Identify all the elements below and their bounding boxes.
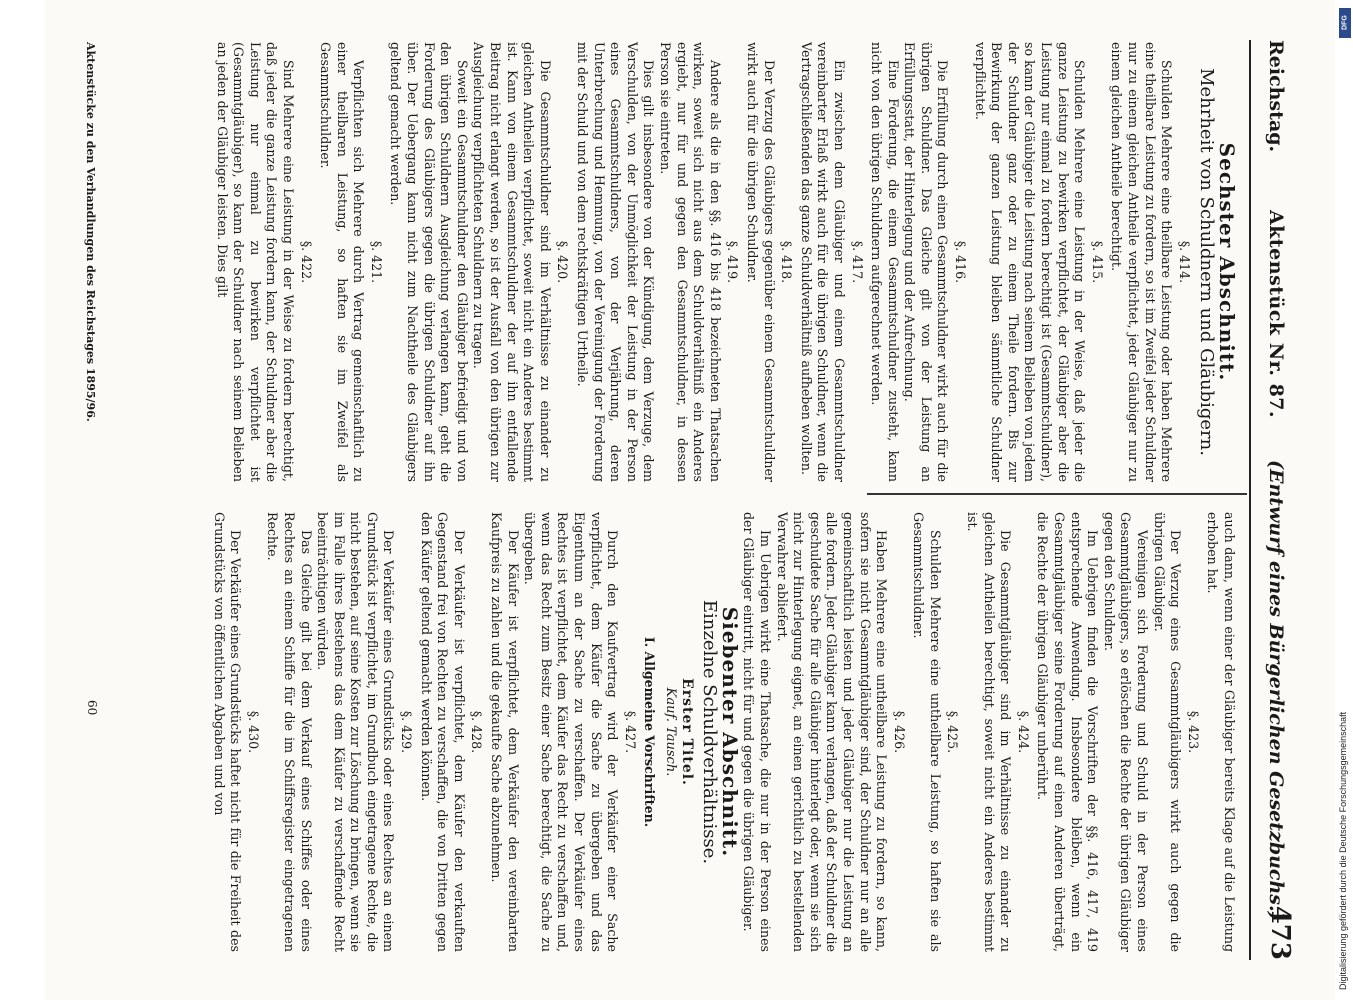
- paragraph-text: Sind Mehrere eine Leistung in der Weise zu fordern berechtigt, daß jeder die ganze Leistung fordern kann, der Schuldner aber die Leistung nur einmal zu bewirken verpflichtet ist (Gesammtgläubiger), so kann der Schuldner nach seinem Belieben an jeden der Gläubiger leisten. Dies gilt: [214, 42, 296, 482]
- paragraph-text: Andere als die in den §§. 416 bis 418 bezeichneten Thatsachen wirken, soweit sich nicht aus dem Schuldverhältniß ein Anderes ergiebt, nur für und gegen den Gesammtschuldner, in dessen Person sie eintreten.: [658, 42, 723, 482]
- paragraph-heading: §. 429.: [399, 710, 415, 754]
- page-header: [1255, 40, 1295, 960]
- paragraph-text: Schulden Mehrere eine theilbare Leistung oder haben Mehrere eine theilbare Leistung zu fordern, so ist im Zweifel jeder Schuldner nur zu einem gleichen Antheile verpflichtet, jeder Gläubiger nur zu einem gleichen Antheile berechtigt.: [1109, 42, 1175, 482]
- header-left: Reichstag.: [1265, 40, 1287, 153]
- paragraph-text: Der Verkäufer eines Grundstücks oder eines Rechtes an einem Grundstück ist verpflichtet, im Grundbuch eingetragene Rechte, die nicht bestehen, auf seine Kosten zur Löschung zu bringen, wenn sie im Falle ihres Bestehens das dem Käufer zu verschaffende Recht beeinträchtigen würden.: [315, 512, 397, 952]
- paragraph-text: Die Gesammtgläubiger sind im Verhältnisse zu einander zu gleichen Antheilen berechtigt, soweit nicht ein Anderes bestimmt ist.: [965, 512, 1014, 952]
- paragraph-heading: §. 427.: [622, 710, 638, 754]
- paragraph-heading: §. 421.: [368, 240, 384, 284]
- paragraph-text: Der Käufer ist verpflichtet, dem Verkäufer den vereinbarten Kaufpreis zu zahlen und die gekaufte Sache abzunehmen.: [489, 512, 521, 952]
- title-heading: Erster Titel.: [678, 678, 695, 786]
- paragraph-heading: §. 430.: [245, 710, 261, 754]
- signature-number: 60: [85, 700, 99, 716]
- paragraph-text: Die Erfüllung durch einen Gesammtschuldner wirkt auch für die übrigen Schuldner. Das Gleiche gilt von der Leistung an Erfüllungsstatt, der Hinterlegung und der Aufrechnung.: [902, 42, 951, 482]
- paragraph-text: Haben Mehrere eine untheilbare Leistung zu fordern, so kann, sofern sie nicht Gesammtgläubiger sind, der Schuldner nur an alle gemeinschaftlich leisten und jeder Gläubiger nur die Leistung an alle fordern. Jeder Gläubiger kann verlangen, daß der Schuldner die geschuldete Sache für alle Gläubiger hinterlegt oder, wenn sie sich nicht zur Hinterlegung eignet, an einen gerichtlich zu bestellenden Verwahrer abliefert.: [774, 512, 890, 952]
- paragraph-text: Der Verkäufer eines Grundstücks haftet nicht für die Freiheit des Grundstücks von öffentlichen Abgaben und von: [211, 512, 244, 952]
- section-subtitle: Mehrheit von Schuldnern und Gläubigern.: [1196, 68, 1218, 456]
- paragraph-heading: §. 418.: [779, 240, 795, 284]
- paragraph-heading: §. 419.: [725, 240, 741, 284]
- header-rule: [1249, 40, 1251, 960]
- page-number: 473: [1265, 905, 1295, 960]
- paragraph-heading: §. 414.: [1176, 240, 1192, 284]
- paragraph-text: Der Verzug des Gläubigers gegenüber einem Gesammtschuldner wirkt auch für die übrigen Schuldner.: [744, 42, 777, 482]
- paragraph-text: Die Gesammtschuldner sind im Verhältnisse zu einander zu gleichen Antheilen verpflichtet, soweit nicht ein Anderes bestimmt ist. Kann von einem Gesammtschuldner der auf ihn entfallende Beitrag nicht erlangt werden, so ist der Ausfall von den übrigen zur Ausgleichung verpflichteten Schuldnern zu tragen.: [471, 42, 553, 482]
- paragraph-heading: §. 428.: [469, 710, 485, 754]
- section-subtitle: Einzelne Schuldverhältnisse.: [699, 599, 721, 865]
- paragraph-heading: §. 423.: [1185, 710, 1201, 754]
- column-divider: [867, 493, 1247, 495]
- paragraph-heading: §. 426.: [891, 710, 907, 754]
- paragraph-heading: §. 415.: [1089, 240, 1105, 284]
- paragraph-text: Soweit ein Gesammtschuldner den Gläubiger befriedigt und von den übrigen Schuldnern Ausgleichung verlangen kann, geht die Forderung des Gläubigers gegen die übrigen Schuldner auf ihn über. Der Uebergang kann nicht zum Nachtheile des Gläubigers geltend gemacht werden.: [388, 42, 470, 482]
- paragraph-heading: §. 422.: [298, 240, 314, 284]
- paragraph-heading: §. 420.: [555, 240, 571, 284]
- paragraph-text: auch dann, wenn einer der Gläubiger bereits Klage auf die Leistung erhoben hat.: [1205, 512, 1237, 952]
- scanned-page: [45, 0, 1335, 1000]
- paragraph-text: Das Gleiche gilt bei dem Verkauf eines Schiffes oder eines Rechtes an einem Schiffe für die im Schiffsregister eingetragenen Rechte.: [265, 512, 314, 952]
- section-title: Sechster Abschnitt.: [1215, 142, 1239, 382]
- paragraph-text: Verpflichten sich Mehrere durch Vertrag gemeinschaftlich zu einer theilbaren Leistung, so haften sie im Zweifel als Gesammtschuldner.: [318, 42, 367, 482]
- paragraph-heading: §. 416.: [953, 240, 969, 284]
- paragraph-heading: §. 424.: [1015, 710, 1031, 754]
- footer-note: Aktenstücke zu den Verhandlungen des Reichstages 1895/96.: [84, 42, 97, 422]
- paragraph-text: Durch den Kaufvertrag wird der Verkäufer einer Sache verpflichtet, dem Käufer die Sache zu übergeben und das Eigenthum an der Sache zu verschaffen. Der Verkäufer eines Rechtes ist verpflichtet, dem Käufer das Recht zu verschaffen und, wenn das Recht zum Besitz einer Sache berechtigt, die Sache zu übergeben.: [522, 512, 621, 952]
- paragraph-text: Schulden Mehrere eine untheilbare Leistung, so haften sie als Gesammtschuldner.: [911, 512, 943, 952]
- paragraph-text: Ein zwischen dem Gläubiger und einem Gesammtschuldner vereinbarter Erlaß wirkt auch für die übrigen Schuldner, wenn die Vertragschließenden das ganze Schuldverhältniß aufheben wollten.: [798, 42, 847, 482]
- subsection-heading: I. Allgemeine Vorschriften.: [642, 636, 658, 828]
- paragraph-heading: §. 425.: [945, 710, 961, 754]
- digitization-notice: Digitalisierung gefördert durch die Deutsche Forschungsgemeinschaft: [1338, 711, 1348, 990]
- left-column: [213, 42, 1237, 482]
- paragraph-text: Eine Forderung, die einem Gesammtschuldner zusteht, kann nicht von den übrigen Schuldnern aufgerechnet werden.: [869, 42, 901, 482]
- paragraph-text: Der Verzug eines Gesammtgläubigers wirkt auch gegen die übrigen Gläubiger.: [1151, 512, 1184, 952]
- header-middle: Aktenstück Nr. 87.: [1265, 210, 1287, 419]
- paragraph-text: Schulden Mehrere eine Leistung in der Weise, daß jeder die ganze Leistung zu bewirken verpflichtet, der Gläubiger aber die Leistung nur einmal zu fordern berechtigt ist (Gesammtschuldner), so kann der Gläubiger die Leistung nach seinem Belieben von jedem der Schuldner ganz oder zu einem Theile fordern. Bis zur Bewirkung der ganzen Leistung bleiben sämmtliche Schuldner verpflichtet.: [972, 42, 1088, 482]
- paragraph-text: Dies gilt insbesondere von der Kündigung, dem Verzuge, dem Verschulden, von der Unmöglichkeit der Leistung in der Person eines Gesammtschuldners, von der Verjährung, deren Unterbrechung und Hemmung, von der Vereinigung der Forderung mit der Schuld und von dem rechtskräftigen Urtheile.: [575, 42, 657, 482]
- paragraph-text: Im Uebrigen wirkt eine Thatsache, die nur in der Person eines der Gläubiger eintritt, nicht für und gegen die übrigen Gläubiger.: [741, 512, 773, 952]
- right-column: [210, 512, 1237, 952]
- dfg-logo: DFG: [1339, 8, 1351, 38]
- paragraph-text: Der Verkäufer ist verpflichtet, dem Käufer den verkauften Gegenstand frei von Rechten zu verschaffen, die von Dritten gegen den Käufer geltend gemacht werden können.: [418, 512, 467, 952]
- section-title: Siebenter Abschnitt.: [717, 606, 742, 858]
- paragraph-text: Vereinigen sich Forderung und Schuld in der Person eines Gesammtgläubigers, so erlöschen die Rechte der übrigen Gläubiger gegen den Schuldner.: [1101, 512, 1151, 952]
- header-right: (Entwurf eines Bürgerlichen Gesetzbuchs.): [1265, 460, 1287, 921]
- title-subheading: Kauf. Tausch.: [663, 687, 678, 777]
- paragraph-heading: §. 417.: [849, 240, 865, 284]
- paragraph-text: Im Uebrigen finden die Vorschriften der §§. 416, 417, 419 entsprechende Anwendung. Insbesondere bleiben, wenn ein Gesammtgläubiger seine Forderung auf einen Anderen überträgt, die Rechte der übrigen Gläubiger unberührt.: [1035, 512, 1101, 952]
